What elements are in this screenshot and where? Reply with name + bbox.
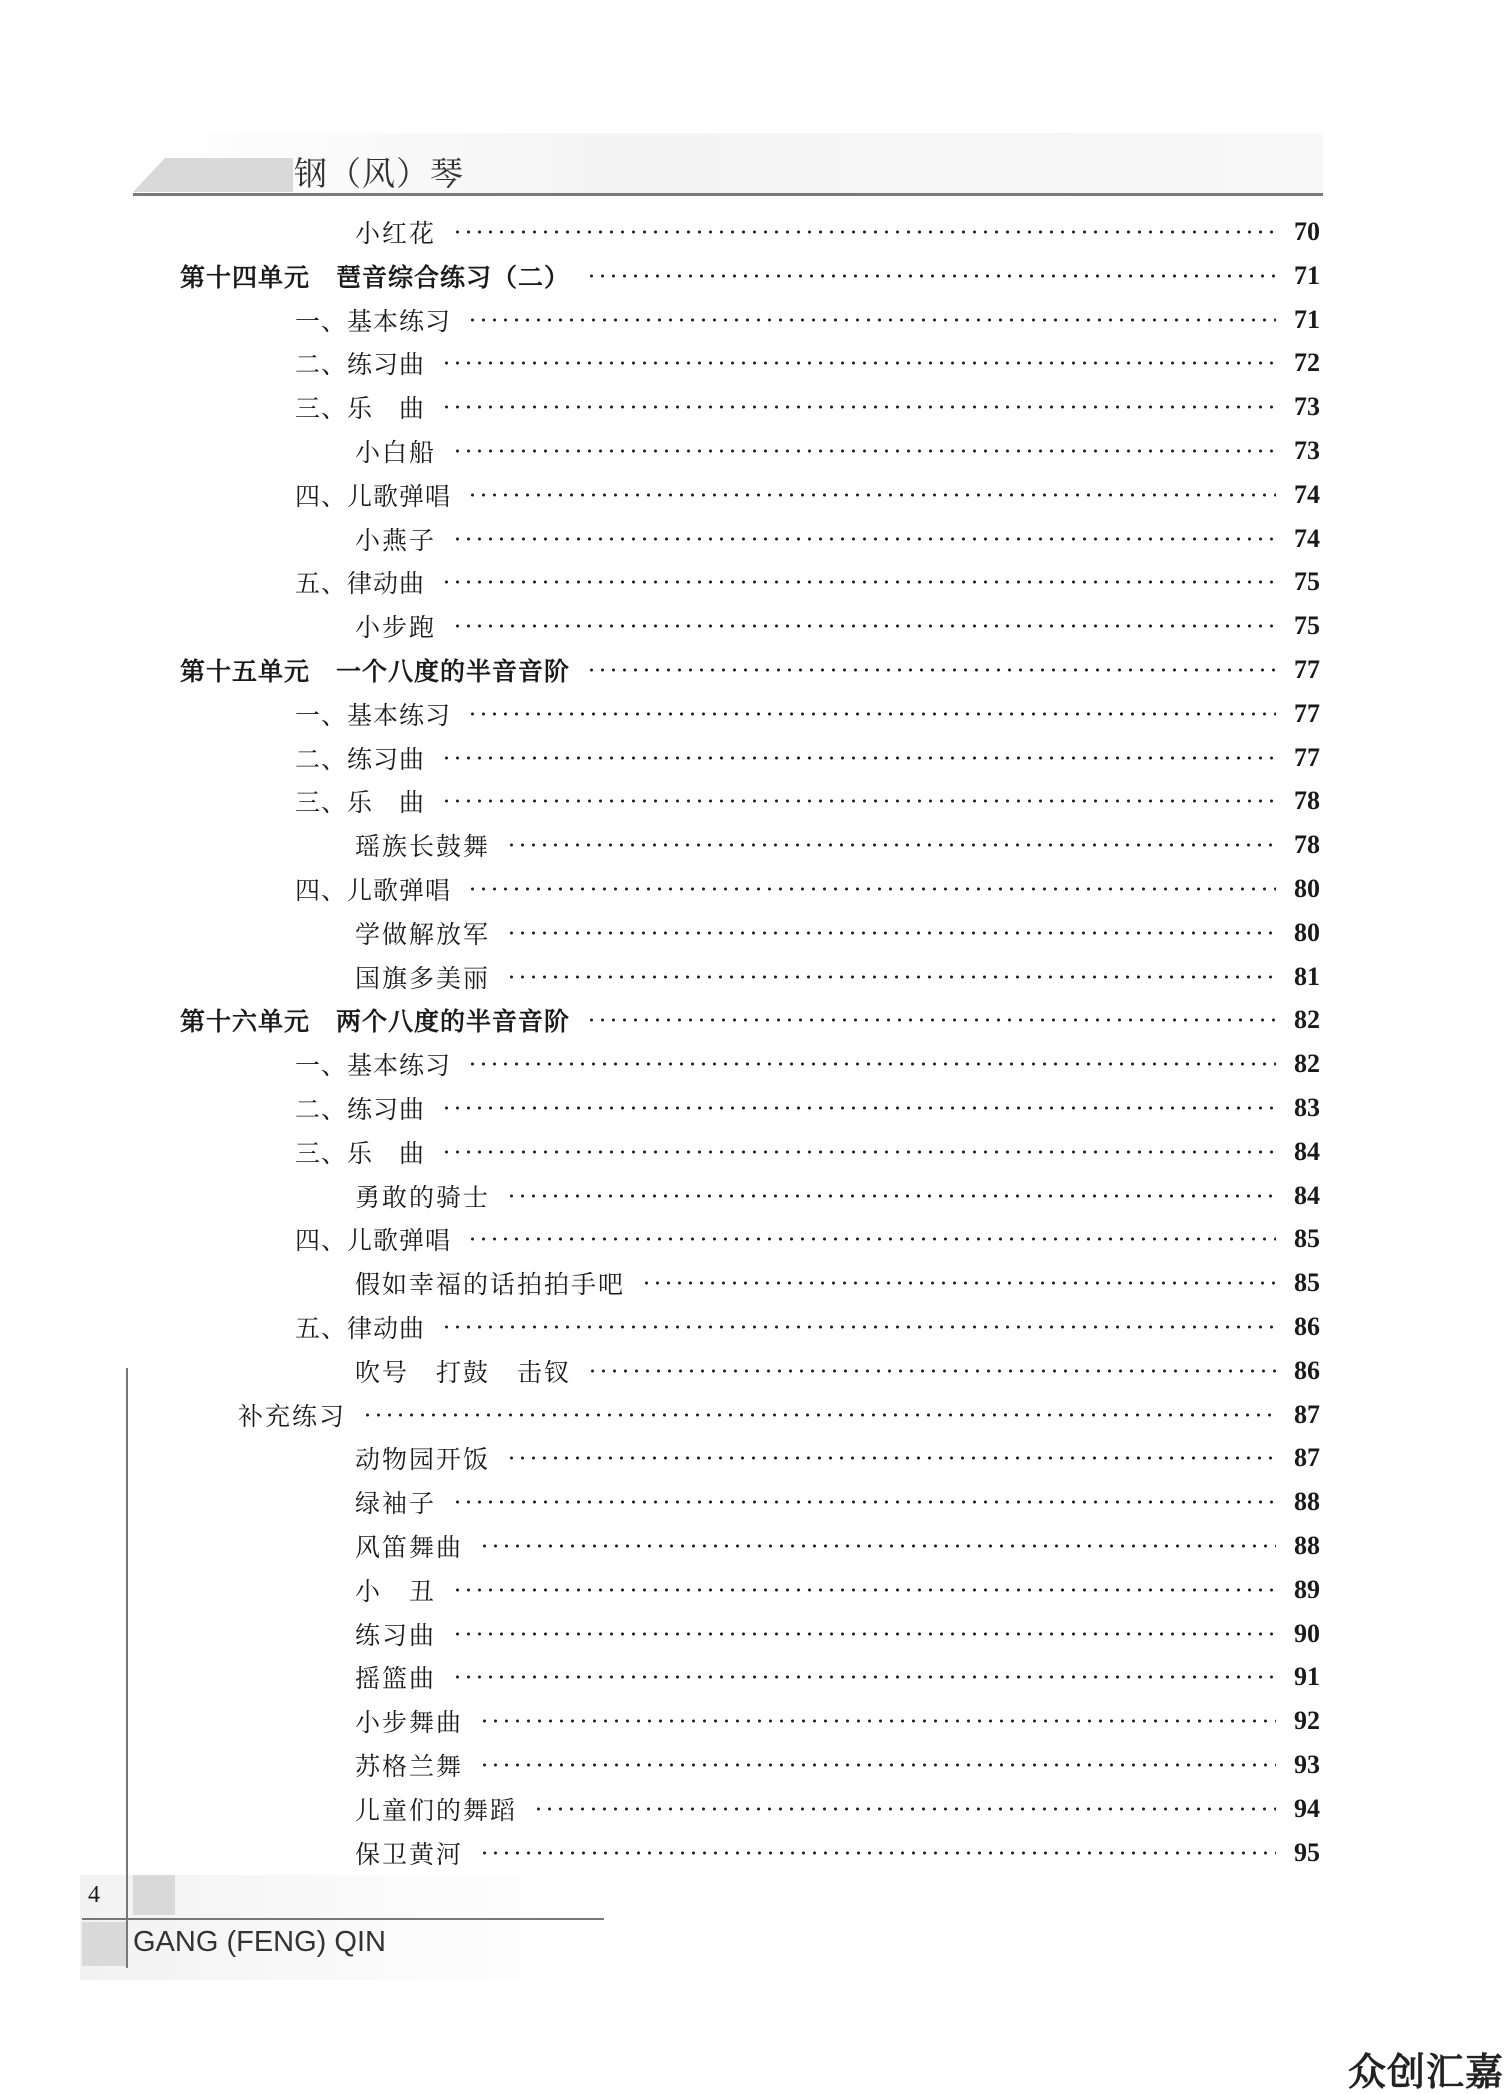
toc-entry-page: 78 (1294, 786, 1320, 815)
dot-leader (467, 887, 1276, 891)
toc-entry[interactable] (295, 1088, 1320, 1128)
dot-leader (506, 1456, 1276, 1460)
toc-entry-page: 71 (1294, 305, 1320, 334)
footer-latin-title: GANG (FENG) QIN (133, 1926, 386, 1958)
dot-leader (479, 1719, 1276, 1723)
toc-entry-title: 一、基本练习 (295, 1051, 452, 1080)
toc-entry[interactable] (355, 1570, 1320, 1610)
toc-entry-title: 小红花 (355, 219, 437, 248)
toc-entry-page: 73 (1294, 436, 1320, 465)
dot-leader (467, 318, 1276, 322)
toc-entry-title: 一、基本练习 (295, 307, 452, 336)
toc-entry-title: 国旗多美丽 (355, 964, 491, 993)
toc-entry-page: 78 (1294, 830, 1320, 859)
toc-entry[interactable] (295, 1219, 1320, 1259)
toc-entry-title: 三、乐 曲 (295, 394, 426, 423)
dot-leader (586, 274, 1276, 278)
toc-entry-page: 75 (1294, 567, 1320, 596)
toc-entry-title: 小步舞曲 (355, 1708, 464, 1737)
toc-entry-page: 75 (1294, 611, 1320, 640)
toc-entry[interactable] (295, 738, 1320, 778)
dot-leader (452, 230, 1276, 234)
dot-leader (452, 449, 1276, 453)
toc-entry-title: 二、练习曲 (295, 350, 426, 379)
dot-leader (479, 1763, 1276, 1767)
toc-entry-title: 第十四单元 琶音综合练习（二） (180, 263, 571, 292)
dot-leader (533, 1807, 1276, 1811)
dot-leader (506, 843, 1276, 847)
dot-leader (467, 1237, 1276, 1241)
toc-entry-page: 80 (1294, 874, 1320, 903)
dot-leader (452, 1675, 1276, 1679)
toc-entry[interactable] (355, 1833, 1320, 1873)
toc-entry[interactable] (355, 1438, 1320, 1478)
toc-entry[interactable] (295, 475, 1320, 515)
toc-entry[interactable] (295, 387, 1320, 427)
toc-entry[interactable] (180, 1000, 1320, 1040)
toc-entry[interactable] (295, 1044, 1320, 1084)
watermark: 众创汇嘉 (1347, 2050, 1504, 2094)
toc-entry-page: 88 (1294, 1531, 1320, 1560)
toc-entry[interactable] (355, 431, 1320, 471)
toc-entry-title: 假如幸福的话拍拍手吧 (355, 1270, 626, 1299)
toc-entry-page: 73 (1294, 392, 1320, 421)
toc-entry[interactable] (355, 606, 1320, 646)
toc-entry[interactable] (355, 1745, 1320, 1785)
dot-leader (452, 1588, 1276, 1592)
dot-leader (441, 1325, 1276, 1329)
toc-entry[interactable] (295, 300, 1320, 340)
toc-entry[interactable] (355, 1526, 1320, 1566)
toc-entry-page: 81 (1294, 962, 1320, 991)
page-header (0, 0, 1504, 200)
toc-entry-page: 84 (1294, 1181, 1320, 1210)
toc-entry-page: 70 (1294, 217, 1320, 246)
dot-leader (452, 1632, 1276, 1636)
toc-entry[interactable] (355, 519, 1320, 559)
toc-entry[interactable] (355, 825, 1320, 865)
dot-leader (479, 1544, 1276, 1548)
toc-entry[interactable] (238, 1395, 1320, 1435)
toc-entry[interactable] (295, 343, 1320, 383)
footer-rule (82, 1918, 604, 1920)
toc-entry[interactable] (295, 562, 1320, 602)
toc-entry-title: 学做解放军 (355, 920, 491, 949)
footer-square-decoration (133, 1875, 175, 1915)
toc-entry-title: 小步跑 (355, 613, 437, 642)
toc-entry-title: 小燕子 (355, 526, 437, 555)
toc-entry-title: 二、练习曲 (295, 745, 426, 774)
toc-entry[interactable] (355, 1263, 1320, 1303)
header-rule (133, 193, 1323, 196)
footer-square-decoration (82, 1922, 126, 1966)
toc-entry-title: 小 丑 (355, 1577, 437, 1606)
toc-entry-page: 77 (1294, 699, 1320, 728)
toc-entry-title: 一、基本练习 (295, 701, 452, 730)
toc-entry-page: 72 (1294, 348, 1320, 377)
toc-entry-title: 勇敢的骑士 (355, 1183, 491, 1212)
dot-leader (452, 1500, 1276, 1504)
toc-entry-page: 87 (1294, 1443, 1320, 1472)
toc-entry-page: 94 (1294, 1794, 1320, 1823)
toc-entry-title: 绿袖子 (355, 1489, 437, 1518)
toc-entry[interactable] (295, 869, 1320, 909)
toc-entry-page: 91 (1294, 1662, 1320, 1691)
toc-entry-title: 二、练习曲 (295, 1095, 426, 1124)
toc-entry[interactable] (295, 1307, 1320, 1347)
toc-entry-title: 瑶族长鼓舞 (355, 832, 491, 861)
dot-leader (587, 1369, 1276, 1373)
toc-entry-page: 77 (1294, 743, 1320, 772)
toc-entry-page: 74 (1294, 524, 1320, 553)
dot-leader (362, 1413, 1276, 1417)
toc-entry-page: 88 (1294, 1487, 1320, 1516)
toc-entry-page: 90 (1294, 1619, 1320, 1648)
dot-leader (467, 1062, 1276, 1066)
toc-entry-page: 71 (1294, 261, 1320, 290)
toc-entry-page: 80 (1294, 918, 1320, 947)
dot-leader (441, 405, 1276, 409)
toc-entry-title: 儿童们的舞蹈 (355, 1796, 518, 1825)
toc-entry-page: 74 (1294, 480, 1320, 509)
toc-entry-title: 四、儿歌弹唱 (295, 876, 452, 905)
dot-leader (586, 668, 1276, 672)
toc-entry-page: 77 (1294, 655, 1320, 684)
toc-entry[interactable] (355, 1614, 1320, 1654)
toc-entry[interactable] (355, 1657, 1320, 1697)
toc-entry-title: 五、律动曲 (295, 1314, 426, 1343)
dot-leader (441, 799, 1276, 803)
toc-entry-title: 保卫黄河 (355, 1840, 464, 1869)
toc-entry-title: 补充练习 (238, 1402, 347, 1431)
toc-entry[interactable] (295, 781, 1320, 821)
toc-entry[interactable] (355, 212, 1320, 252)
toc-entry-page: 82 (1294, 1005, 1320, 1034)
toc-entry-page: 86 (1294, 1312, 1320, 1341)
toc-entry-page: 93 (1294, 1750, 1320, 1779)
toc-entry-title: 练习曲 (355, 1621, 437, 1650)
dot-leader (441, 1150, 1276, 1154)
dot-leader (441, 580, 1276, 584)
toc-entry-title: 小白船 (355, 438, 437, 467)
toc-entry-title: 吹号 打鼓 击钗 (355, 1358, 572, 1387)
toc-entry[interactable] (355, 1482, 1320, 1522)
toc-entry[interactable] (295, 694, 1320, 734)
running-header-title: 钢（风）琴 (294, 154, 464, 193)
toc-entry[interactable] (355, 1701, 1320, 1741)
toc-entry[interactable] (295, 1132, 1320, 1172)
toc-entry[interactable] (180, 650, 1320, 690)
toc-entry-title: 第十五单元 一个八度的半音音阶 (180, 657, 571, 686)
toc-entry-title: 风笛舞曲 (355, 1533, 464, 1562)
toc-entry-page: 95 (1294, 1838, 1320, 1867)
toc-entry-page: 87 (1294, 1400, 1320, 1429)
toc-entry-title: 摇篮曲 (355, 1664, 437, 1693)
toc-entry-title: 第十六单元 两个八度的半音音阶 (180, 1007, 571, 1036)
toc-entry[interactable] (355, 1789, 1320, 1829)
toc-entry-page: 89 (1294, 1575, 1320, 1604)
dot-leader (467, 712, 1276, 716)
toc-entry[interactable] (355, 1176, 1320, 1216)
dot-leader (506, 931, 1276, 935)
toc-entry-page: 84 (1294, 1137, 1320, 1166)
toc-entry[interactable] (355, 957, 1320, 997)
dot-leader (441, 756, 1276, 760)
toc-entry-title: 动物园开饭 (355, 1445, 491, 1474)
toc-entry-title: 四、儿歌弹唱 (295, 482, 452, 511)
toc-entry-page: 86 (1294, 1356, 1320, 1385)
dot-leader (467, 493, 1276, 497)
toc-entry-title: 三、乐 曲 (295, 788, 426, 817)
dot-leader (441, 361, 1276, 365)
toc-entry-title: 三、乐 曲 (295, 1139, 426, 1168)
toc-entry-title: 四、儿歌弹唱 (295, 1226, 452, 1255)
dot-leader (479, 1851, 1276, 1855)
dot-leader (452, 537, 1276, 541)
toc-entry-title: 苏格兰舞 (355, 1752, 464, 1781)
toc-entry-title: 五、律动曲 (295, 569, 426, 598)
dot-leader (586, 1018, 1276, 1022)
page-number: 4 (88, 1882, 100, 1908)
toc-entry-page: 83 (1294, 1093, 1320, 1122)
toc-entry-page: 85 (1294, 1224, 1320, 1253)
dot-leader (506, 975, 1276, 979)
toc-entry[interactable] (355, 1351, 1320, 1391)
dot-leader (641, 1281, 1276, 1285)
toc-entry-page: 82 (1294, 1049, 1320, 1078)
dot-leader (441, 1106, 1276, 1110)
toc-entry[interactable] (180, 256, 1320, 296)
toc-entry-page: 92 (1294, 1706, 1320, 1735)
dot-leader (452, 624, 1276, 628)
toc-entry-page: 85 (1294, 1268, 1320, 1297)
toc-entry[interactable] (355, 913, 1320, 953)
footer-vertical-rule (126, 1368, 128, 1968)
dot-leader (506, 1194, 1276, 1198)
